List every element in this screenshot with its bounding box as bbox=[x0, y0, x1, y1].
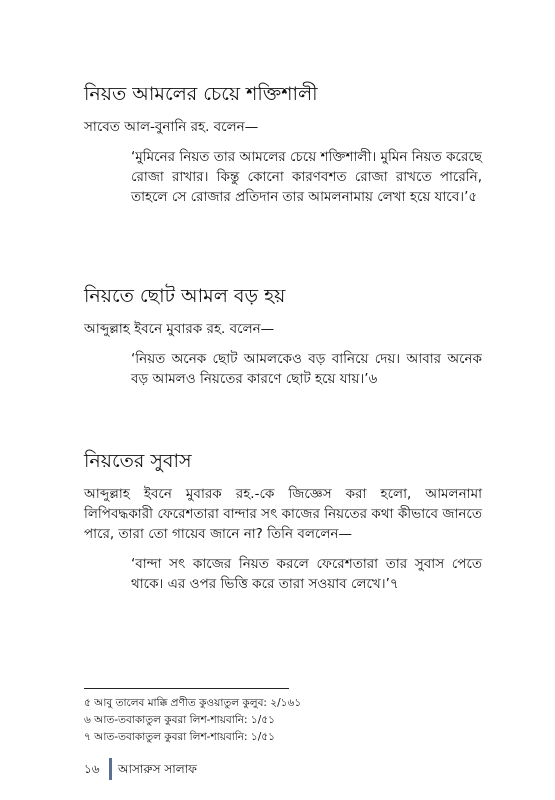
section-quote: ‘মুমিনের নিয়ত তার আমলের চেয়ে শক্তিশালী। মুমিন নিয়ত করেছে রোজা রাখার। কিন্তু কোনো কারণবশত রোজা রাখতে পারেনি, তাহলে সে রোজার প্রতিদান তার আমলনামায় লেখা হয়ে যাবে।’৫ bbox=[131, 149, 482, 205]
section-heading: নিয়ত আমলের চেয়ে শক্তিশালী bbox=[84, 83, 318, 105]
section-quote: ‘নিয়ত অনেক ছোট আমলকেও বড় বানিয়ে দেয়। আবার অনেক বড় আমলও নিয়তের কারণে ছোট হয়ে যায়।’৬ bbox=[131, 351, 482, 387]
footnotes bbox=[84, 695, 482, 746]
section-quote: ‘বান্দা সৎ কাজের নিয়ত করলে ফেরেশতারা তার সুবাস পেতে থাকে। এর ওপর ভিত্তি করে তারা সওয়াব লেখে।’৭ bbox=[131, 556, 482, 592]
footnote-divider bbox=[84, 688, 289, 689]
page-footer bbox=[84, 758, 344, 780]
section-intro: আব্দুল্লাহ ইবনে মুবারক রহ.-কে জিজ্ঞেস করা হলো, আমলনামা লিপিবদ্ধকারী ফেরেশতারা বান্দার সৎ কাজের নিয়তের কথা কীভাবে জানতে পারে, তারা তো গায়েব জানে না? তিনি বললেন— bbox=[84, 486, 482, 542]
section-fragrance-of-intention bbox=[84, 449, 482, 594]
section-heading: নিয়তে ছোট আমল বড় হয় bbox=[84, 285, 286, 307]
section-intro: আব্দুল্লাহ ইবনে মুবারক রহ. বলেন— bbox=[84, 321, 275, 337]
section-intro: সাবেত আল-বুনানি রহ. বলেন— bbox=[84, 119, 259, 135]
footnote-7: ৭ আত-তবাকাতুল কুবরা লিশ-শায়বানি: ১/৫১ bbox=[84, 731, 275, 743]
book-title: আসারুস সালাফ bbox=[118, 762, 197, 776]
page-number: ১৬ bbox=[84, 762, 100, 776]
section-small-deed-becomes-big bbox=[84, 284, 482, 389]
footnote-6: ৬ আত-তবাকাতুল কুবরা লিশ-শায়বানি: ১/৫১ bbox=[84, 714, 275, 726]
footer-accent-bar bbox=[109, 758, 112, 780]
section-niyat-stronger bbox=[84, 82, 482, 207]
footnote-5: ৫ আবু তালেব মাক্কি প্রণীত কুওয়াতুল কুলুব: ২/১৬১ bbox=[84, 697, 302, 709]
section-heading: নিয়তের সুবাস bbox=[84, 450, 192, 472]
